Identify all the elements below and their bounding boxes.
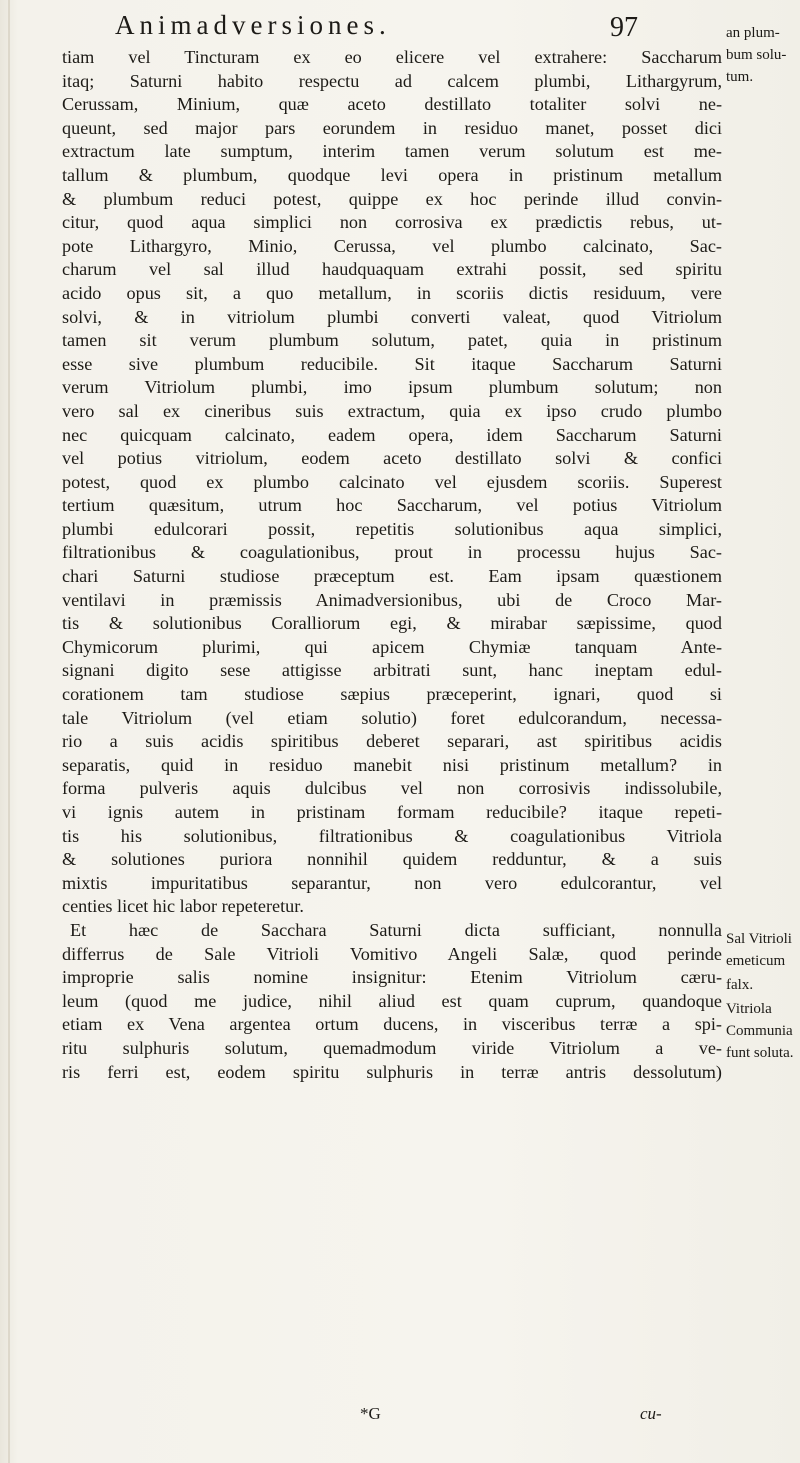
margin-note: Vitriola [726,1001,772,1017]
text-line: ventilavi in præmissis Animadversionibus, ubi de Croco Mar- [62,589,722,610]
text-line: separatis, quid in residuo manebit nisi pristinum metallum? in [62,754,722,775]
text-line: rio a suis acidis spiritibus deberet separari, ast spiritibus acidis [62,731,722,752]
text-line: tis & solutionibus Coralliorum egi, & mirabar sæpissime, quod [62,613,722,634]
text-line: pote Lithargyro, Minio, Cerussa, vel plumbo calcinato, Sac- [62,235,722,256]
text-line: & plumbum reduci potest, quippe ex hoc perinde illud convin- [62,188,722,209]
text-line: ritu sulphuris solutum, quemadmodum viride Vitriolum a ve- [62,1037,722,1058]
text-line: citur, quod aqua simplici non corrosiva ex prædictis rebus, ut- [62,212,722,233]
margin-note: bum solu- [726,47,787,63]
text-line: esse sive plumbum reducibile. Sit itaque Saccharum Saturni [62,353,722,374]
text-line: solvi, & in vitriolum plumbi converti valeat, quod Vitriolum [62,306,722,327]
text-line: chari Saturni studiose præceptum est. Eam ipsam quæstionem [62,566,722,587]
text-line: itaq; Saturni habito respectu ad calcem plumbi, Lithargyrum, [62,70,722,91]
text-line: verum Vitriolum plumbi, imo ipsum plumbum solutum; non [62,377,722,398]
margin-note: Communia [726,1023,793,1039]
page-number: 97 [610,12,638,43]
text-line: tallum & plumbum, quodque levi opera in pristinum metallum [62,164,722,185]
text-line: forma pulveris aquis dulcibus vel non corrosivis indissolubile, [62,778,722,799]
running-head [60,10,680,46]
text-line: tis his solutionibus, filtrationibus & coagulationibus Vitriola [62,825,722,846]
text-line: Et hæc de Sacchara Saturni dicta sufficiant, nonnulla [70,919,722,940]
text-line: vel potius vitriolum, eodem aceto destillato solvi & confici [62,448,722,469]
text-line: mixtis impuritatibus separantur, non vero edulcorantur, vel [62,872,722,893]
text-line: corationem tam studiose sæpius præceperint, ignari, quod si [62,684,722,705]
text-line: nec quicquam calcinato, eadem opera, idem Saccharum Saturni [62,424,722,445]
text-line: centies licet hic labor repeteretur. [62,896,304,917]
catchword: cu- [640,1404,662,1423]
text-line: potest, quod ex plumbo calcinato vel ejusdem scoriis. Superest [62,471,722,492]
signature-mark: *G [360,1404,381,1423]
text-line: charum vel sal illud haudquaquam extrahi possit, sed spiritu [62,259,722,280]
text-line: Chymicorum plurimi, qui apicem Chymiæ tanquam Ante- [62,636,722,657]
margin-note: Sal Vitrioli [726,931,792,947]
text-line: extractum late sumptum, interim tamen verum solutum est me- [62,141,722,162]
text-line: Cerussam, Minium, quæ aceto destillato totaliter solvi ne- [62,94,722,115]
text-line: tiam vel Tincturam ex eo elicere vel extrahere: Saccharum [62,47,722,67]
text-line: signani digito sese attigisse arbitrati sunt, hanc ineptam edul- [62,660,722,681]
text-line: improprie salis nomine insignitur: Etenim Vitriolum cæru- [62,967,722,988]
margin-note: tum. [726,69,754,85]
text-line: etiam ex Vena argentea ortum ducens, in visceribus terræ a spi- [62,1014,722,1035]
text-line: vi ignis autem in pristinam formam reducibile? itaque repeti- [62,802,722,822]
text-line: ris ferri est, eodem spiritu sulphuris in terræ antris dessolutum) [62,1061,722,1082]
margin-note: an plum- [726,25,780,41]
text-line: leum (quod me judice, nihil aliud est quam cuprum, quandoque [62,990,722,1011]
gutter-shadow [8,0,10,1463]
text-line: tamen sit verum plumbum solutum, patet, quia in pristinum [62,330,722,351]
running-head-title: Animadversiones. [115,10,391,40]
text-line: tale Vitriolum (vel etiam solutio) foret edulcorandum, necessa- [62,707,722,728]
margin-note: funt soluta. [726,1045,794,1061]
text-line: filtrationibus & coagulationibus, prout in processu hujus Sac- [62,542,722,563]
text-line: differrus de Sale Vitrioli Vomitivo Angeli Salæ, quod perinde [62,943,722,964]
text-line: tertium quæsitum, utrum hoc Saccharum, vel potius Vitriolum [62,495,722,516]
text-line: queunt, sed major pars eorundem in residuo manet, posset dici [62,117,722,138]
text-line: & solutiones puriora nonnihil quidem redduntur, & a suis [62,849,722,870]
text-line: vero sal ex cineribus suis extractum, quia ex ipso crudo plumbo [62,400,722,421]
text-line: plumbi edulcorari possit, repetitis solutionibus aqua simplici, [62,518,722,539]
main-text-block [62,46,722,1084]
margin-note: emeticum [726,953,786,969]
text-line: acido opus sit, a quo metallum, in scoriis dictis residuum, vere [62,282,722,303]
margin-note: falx. [726,977,754,993]
